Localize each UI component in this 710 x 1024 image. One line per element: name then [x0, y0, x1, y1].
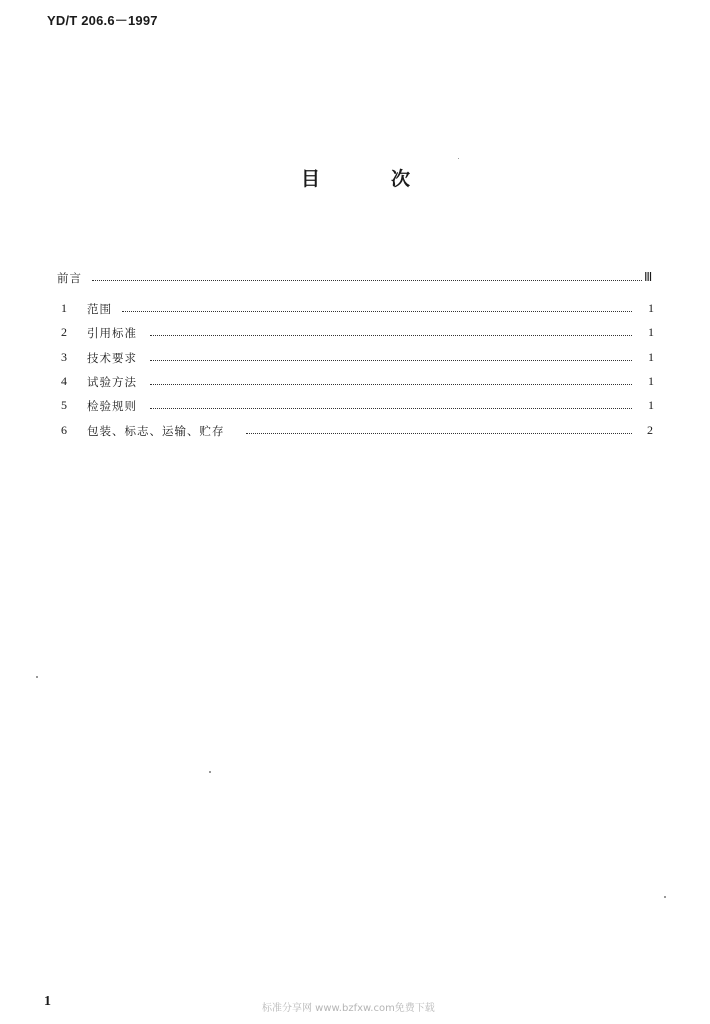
scan-speck: [209, 771, 211, 773]
toc-entry-1[interactable]: [0, 301, 710, 319]
toc-entry-2[interactable]: [0, 325, 710, 343]
toc-leader-dots: [150, 384, 632, 385]
toc-entry-page: 1: [648, 325, 654, 339]
toc-entry-page: 2: [647, 423, 653, 437]
toc-title: [0, 164, 710, 188]
toc-entry-number: 5: [61, 398, 67, 412]
toc-entry-number: 4: [61, 374, 67, 388]
toc-entry-label: 前言: [57, 271, 82, 285]
toc-entry-label: 引用标准: [87, 326, 137, 340]
toc-title-char-1: 目: [301, 168, 321, 190]
scan-speck: [458, 158, 459, 159]
toc-entry-foreword[interactable]: [0, 270, 710, 288]
toc-entry-label: 检验规则: [87, 399, 137, 413]
toc-leader-dots: [150, 360, 632, 361]
toc-entry-label: 试验方法: [87, 375, 137, 389]
page-number: 1: [44, 994, 51, 1009]
toc-entry-3[interactable]: [0, 350, 710, 368]
toc-entry-page: Ⅲ: [644, 270, 653, 284]
toc-entry-number: 3: [61, 350, 67, 364]
toc-entry-number: 1: [61, 301, 67, 315]
toc-entry-label: 技术要求: [87, 351, 137, 365]
toc-entry-page: 1: [648, 350, 654, 364]
toc-entry-page: 1: [648, 301, 654, 315]
toc-leader-dots: [150, 408, 632, 409]
watermark: 标准分享网 www.bzfxw.com免费下载: [262, 1003, 435, 1014]
toc-entry-page: 1: [648, 398, 654, 412]
scan-speck: [664, 896, 666, 898]
toc-entry-label: 范围: [87, 302, 112, 316]
toc-title-char-2: 次: [391, 168, 411, 190]
toc-leader-dots: [92, 280, 642, 281]
document-code: YD/T 206.6－1997: [47, 13, 158, 28]
toc-leader-dots: [122, 311, 632, 312]
toc-entry-6[interactable]: [0, 423, 710, 441]
toc-entry-5[interactable]: [0, 398, 710, 416]
toc-entry-4[interactable]: [0, 374, 710, 392]
toc-entry-page: 1: [648, 374, 654, 388]
toc-leader-dots: [246, 433, 632, 434]
toc-leader-dots: [150, 335, 632, 336]
toc-entry-label: 包装、标志、运输、贮存: [87, 424, 225, 438]
toc-entry-number: 6: [61, 423, 67, 437]
toc-entry-number: 2: [61, 325, 67, 339]
scan-speck: [36, 676, 38, 678]
